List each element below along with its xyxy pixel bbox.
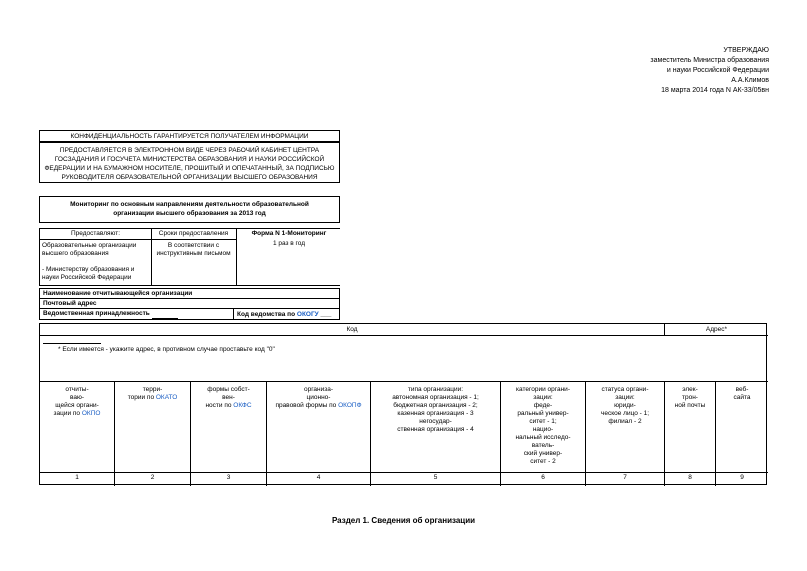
okogu-blank: ___ xyxy=(320,311,332,318)
frequency-text: 1 раз в год xyxy=(272,240,306,247)
providers-text: - Министерству образования и xyxy=(42,266,135,273)
submit-line: ГОСЗАДАНИЯ И ГОСУЧЕТА МИНИСТЕРСТВА ОБРАЗОВАНИЯ И НАУКИ РОССИЙСКОЙ xyxy=(54,156,325,163)
dept-label: Ведомственная принадлежность xyxy=(43,310,150,317)
col-header-text: тории по xyxy=(127,394,155,401)
col-header-text: ватель- xyxy=(531,442,555,449)
col-header-text: терри- xyxy=(142,386,163,393)
col-number: 1 xyxy=(75,474,79,481)
provision-col-providers xyxy=(40,229,152,285)
col-okopf-header xyxy=(267,386,370,410)
providers-text: Образовательные организации xyxy=(42,242,137,249)
okogu-link[interactable]: ОКОГУ xyxy=(296,311,319,318)
col-category-header xyxy=(501,386,585,466)
approval-line: заместитель Министра образования xyxy=(650,57,769,64)
col-header-text: ситет - 2 xyxy=(530,458,556,465)
col-header-text: ситет - 1; xyxy=(529,418,557,425)
dept-code-label: Код ведомства по xyxy=(237,311,296,318)
col-header-text: щейся органи- xyxy=(55,402,99,409)
col-header-text: веб- xyxy=(735,386,749,393)
col-header-text: юриди- xyxy=(614,402,636,409)
code-table xyxy=(39,323,767,485)
col-number: 5 xyxy=(433,474,438,481)
deadlines-text: инструктивным письмом xyxy=(156,250,231,257)
col-header-text: нальный исследо- xyxy=(515,434,571,441)
confidential-notice: КОНФИДЕНЦИАЛЬНОСТЬ ГАРАНТИРУЕТСЯ ПОЛУЧАТЕЛЕМ ИНФОРМАЦИИ xyxy=(39,130,340,142)
providers-header: Предоставляют: xyxy=(40,229,151,240)
section-title: Раздел 1. Сведения об организации xyxy=(331,516,476,525)
approval-line: и науки Российской Федерации xyxy=(666,67,769,74)
code-header: Код xyxy=(346,326,358,333)
monitoring-line: организации высшего образования за 2013 год xyxy=(113,210,266,217)
footnote: * Если имеется - укажите адрес, в противном случае проставьте код "0" xyxy=(58,346,275,353)
col-number: 7 xyxy=(623,474,627,481)
approval-line: А.А.Климов xyxy=(731,77,769,84)
organization-info xyxy=(39,288,340,320)
col-number: 3 xyxy=(226,474,231,481)
col-website-header xyxy=(716,386,768,402)
col-header-text: ваю- xyxy=(69,394,85,401)
submit-line: РУКОВОДИТЕЛЯ ОБРАЗОВАТЕЛЬНОЙ ОРГАНИЗАЦИИ ВЫСШЕГО ОБРАЗОВАНИЯ xyxy=(61,174,318,181)
col-okato-header xyxy=(115,386,190,402)
okato-link[interactable]: ОКАТО xyxy=(155,394,178,401)
col-number: 2 xyxy=(150,474,155,481)
col-header-text: элек- xyxy=(682,386,698,393)
col-header-text: вен- xyxy=(222,394,235,401)
org-name-row xyxy=(40,289,339,299)
col-header-text: отчиты- xyxy=(65,386,89,393)
col-header-text: ной почты xyxy=(674,402,706,409)
monitoring-line: Мониторинг по основным направлениям деятельности образовательной xyxy=(70,201,309,208)
okopf-link[interactable]: ОКОПФ xyxy=(338,402,362,409)
col-header-text: типа организации: xyxy=(407,386,464,393)
dept-code-cell xyxy=(233,309,345,320)
okpo-link[interactable]: ОКПО xyxy=(81,410,101,417)
address-header: Адрес* xyxy=(705,326,728,333)
col-header-text: зации по xyxy=(53,410,81,417)
col-header-text: ческое лицо - 1; xyxy=(600,410,650,417)
deadlines-header: Сроки предоставления xyxy=(151,229,236,240)
col-header-text: ности по xyxy=(205,402,232,409)
col-header-text: правовой формы по xyxy=(275,402,337,409)
provision-col-deadlines xyxy=(151,229,237,285)
col-header-text: ральный универ- xyxy=(517,410,569,417)
col-header-text: сайта xyxy=(733,394,751,401)
providers-text: науки Российской Федерации xyxy=(42,274,132,281)
address-row xyxy=(40,299,339,309)
approval-block xyxy=(650,46,769,96)
col-number: 4 xyxy=(316,474,321,481)
col-header-text: автономная организация - 1; xyxy=(392,394,479,401)
col-header-text: ционно- xyxy=(306,394,331,401)
org-name-label: Наименование отчитывающейся организации xyxy=(43,290,193,297)
col-header-text: зации: xyxy=(615,394,635,401)
okfs-link[interactable]: ОКФС xyxy=(233,402,252,409)
col-header-text: ский универ- xyxy=(523,450,563,457)
col-number: 6 xyxy=(541,474,545,481)
col-header-text: негосудар- xyxy=(419,418,452,425)
col-header-text: филиал - 2 xyxy=(608,418,642,425)
provision-table xyxy=(39,228,340,286)
form-title: Форма N 1-Мониторинг xyxy=(251,230,327,237)
approval-line: 18 марта 2014 года N АК-33/05вн xyxy=(661,87,769,94)
address-label: Почтовый адрес xyxy=(43,300,97,307)
dept-field[interactable] xyxy=(152,310,178,319)
col-okpo-header xyxy=(40,386,114,418)
col-header-text: зации: xyxy=(533,394,553,401)
provision-col-form xyxy=(237,229,341,285)
providers-text: высшего образования xyxy=(42,250,109,257)
col-header-text: ственная организация - 4 xyxy=(397,426,474,433)
col-header-text: статуса органи- xyxy=(601,386,649,393)
col-org-type-header xyxy=(371,386,500,434)
col-header-text: организа- xyxy=(303,386,334,393)
submit-notice xyxy=(39,142,340,183)
deadlines-text: В соответствии с xyxy=(167,242,220,249)
col-header-text: бюджетная организация - 2; xyxy=(393,402,478,409)
col-okfs-header xyxy=(191,386,266,410)
col-number: 9 xyxy=(740,474,744,481)
submit-line: ПРЕДОСТАВЛЯЕТСЯ В ЭЛЕКТРОННОМ ВИДЕ ЧЕРЕЗ РАБОЧИЙ КАБИНЕТ ЦЕНТРА xyxy=(59,147,320,154)
address-field[interactable] xyxy=(98,300,270,309)
col-header-text: трон- xyxy=(682,394,698,401)
col-email-header xyxy=(665,386,715,410)
col-status-header xyxy=(586,386,664,426)
col-header-text: формы собст- xyxy=(207,386,250,393)
col-header-text: категории органи- xyxy=(516,386,570,393)
org-name-field[interactable] xyxy=(194,290,278,299)
col-header-text: феде- xyxy=(533,402,553,409)
col-header-text: казенная организация - 3 xyxy=(397,410,474,417)
approval-line: УТВЕРЖДАЮ xyxy=(723,47,769,54)
submit-line: ФЕДЕРАЦИИ И НА БУМАЖНОМ НОСИТЕЛЕ, ПРОШИТЫЙ И ОПЕЧАТАННЫЙ, ЗА ПОДПИСЬЮ xyxy=(44,165,335,172)
col-number: 8 xyxy=(688,474,692,481)
monitoring-title xyxy=(39,196,340,223)
col-header-text: нацио- xyxy=(532,426,554,433)
